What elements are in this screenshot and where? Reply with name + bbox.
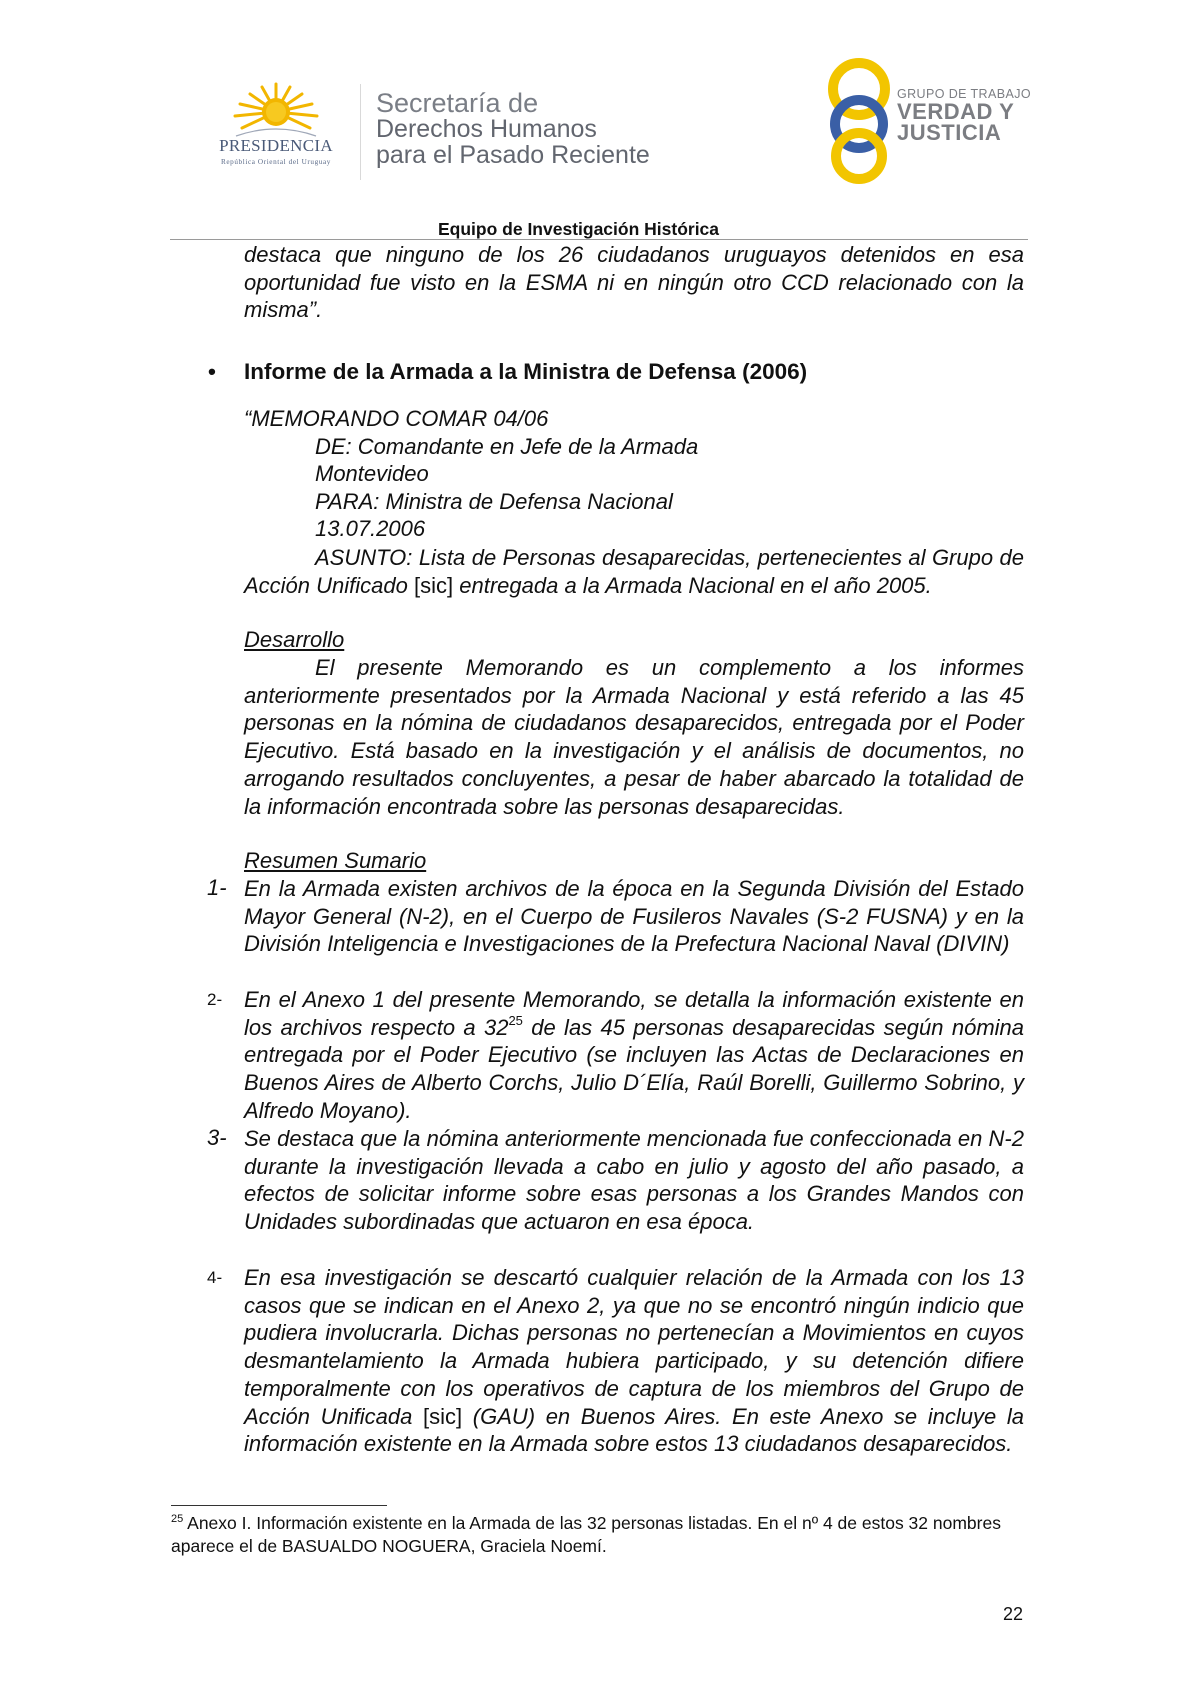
desarrollo-heading-text: Desarrollo <box>244 627 345 652</box>
memo-de: DE: Comandante en Jefe de la Armada <box>315 434 699 459</box>
list-item-text-b: (GAU) en Buenos Aires. En este Anexo se incluye la información existente en la Armada sobre estos 13 ciudadanos desaparecidos. <box>244 1403 1024 1457</box>
secretaria-line3: para el Pasado Reciente <box>376 141 650 169</box>
list-item-text-a: En el Anexo 1 del presente Memorando, se detalla la información existente en los archivos respecto a 32 <box>244 987 1024 1040</box>
memo-asunto-sic: [sic] <box>414 572 454 598</box>
presidencia-subtitle: República Oriental del Uruguay <box>220 158 331 166</box>
page-header <box>0 50 1190 190</box>
desarrollo-paragraph <box>244 654 1024 820</box>
logo-divider <box>360 84 361 180</box>
memo-asunto <box>244 544 1024 599</box>
team-title: Equipo de Investigación Histórica <box>438 219 720 239</box>
list-item-text-b: de las 45 personas desaparecidas según nómina entregada por el Poder Ejecutivo (se incluyen las Actas de Declaraciones en Buenos Aires de Alberto Corchs, Julio D´Elía, Raúl Borelli, Guillermo Sobrino, y Alfredo Moyano). <box>244 1014 1024 1123</box>
list-item-text <box>244 986 1024 1125</box>
list-item-text-a: En esa investigación se descartó cualquier relación de la Armada con los 13 casos que se indican en el Anexo 2, ya que no se encontró ningún indicio que pudiera involucrarla. Dichas personas no pertenecían a Movimientos en cuyos desmantelamiento la Armada hubiera participado, y su detención difiere temporalmente con los operativos de captura de los miembros del Grupo de Acción Unificada <box>244 1265 1024 1429</box>
memo-place: Montevideo <box>315 461 429 486</box>
desarrollo-text: El presente Memorando es un complemento a los informes anteriormente presentados por la Armada Nacional y está referido a las 45 personas en la nómina de ciudadanos desaparecidos, entregada por el Poder Ejecutivo. Está basado en la investigación y el análisis de documentos, no arrogando resultados concluyentes, a pesar de haber abarcado la totalidad de la información encontrada sobre las personas desaparecidas. <box>244 655 1024 819</box>
memo-asunto-text-a: ASUNTO: Lista de Personas desaparecidas, pertenecientes al Grupo de Acción Unificado <box>244 545 1024 598</box>
grupo-trabajo-line1: GRUPO DE TRABAJO <box>897 87 1031 101</box>
bullet-icon: • <box>208 359 216 384</box>
grupo-trabajo-line3: JUSTICIA <box>897 120 1002 145</box>
list-item-number: 3- <box>207 1125 227 1150</box>
list-item-number: 2- <box>207 990 223 1009</box>
memo-title: “MEMORANDO COMAR 04/06 <box>244 406 549 431</box>
memo-para: PARA: Ministra de Defensa Nacional <box>315 489 673 514</box>
memo-asunto-text-b: entregada a la Armada Nacional en el año 2005. <box>459 572 932 598</box>
footnote-number: 25 <box>171 1513 184 1525</box>
footnote-text: Anexo I. Información existente en la Armada de las 32 personas listadas. En el nº 4 de estos 32 nombres aparece el de BASUALDO NOGUERA, Graciela Noemí. <box>171 1513 1001 1556</box>
list-item-text <box>244 1264 1024 1458</box>
sun-icon <box>232 82 320 138</box>
bullet-heading-text: Informe de la Armada a la Ministra de Defensa (2006) <box>244 359 808 384</box>
desarrollo-heading <box>244 627 344 653</box>
footnote-ref: 25 <box>508 1012 523 1028</box>
secretaria-line2: Derechos Humanos <box>376 115 597 143</box>
list-item-number: 1- <box>207 875 227 900</box>
resumen-heading-text: Resumen Sumario <box>244 848 427 873</box>
list-item-number: 4- <box>207 1268 223 1287</box>
footnote-rule <box>171 1505 387 1506</box>
list-item-text: Se destaca que la nómina anteriormente mencionada fue confeccionada en N-2 durante la investigación llevada a cabo en julio y agosto del año pasado, a efectos de solicitar informe sobre esas personas a los Grandes Mandos con Unidades subordinadas que actuaron en esa época. <box>244 1126 1024 1235</box>
footnote <box>171 1512 1028 1558</box>
list-item-text: En la Armada existen archivos de la época en la Segunda División del Estado Mayor General (N-2), en el Cuerpo de Fusileros Navales (S-2 FUSNA) y en la División Inteligencia e Investigaciones de la Prefectura Nacional Naval (DIVIN) <box>244 876 1024 957</box>
verdad-justicia-rings-icon <box>826 56 892 184</box>
opening-quote: destaca que ninguno de los 26 ciudadanos uruguayos detenidos en esa oportunidad fue visto en la ESMA ni en ningún otro CCD relacionado con la misma”. <box>244 242 1024 323</box>
page-number: 22 <box>1003 1604 1024 1624</box>
secretaria-line1: Secretaría de <box>376 88 539 118</box>
header-rule <box>170 239 1028 240</box>
resumen-heading <box>244 848 426 874</box>
presidencia-name: PRESIDENCIA <box>219 136 333 155</box>
grupo-trabajo-logo-text <box>897 87 1031 143</box>
list-item-sic: [sic] <box>423 1403 463 1429</box>
presidencia-logo <box>196 82 356 166</box>
secretaria-logo-text <box>376 90 650 168</box>
grupo-trabajo-line2: VERDAD Y <box>897 99 1015 124</box>
memo-date: 13.07.2006 <box>315 516 426 541</box>
